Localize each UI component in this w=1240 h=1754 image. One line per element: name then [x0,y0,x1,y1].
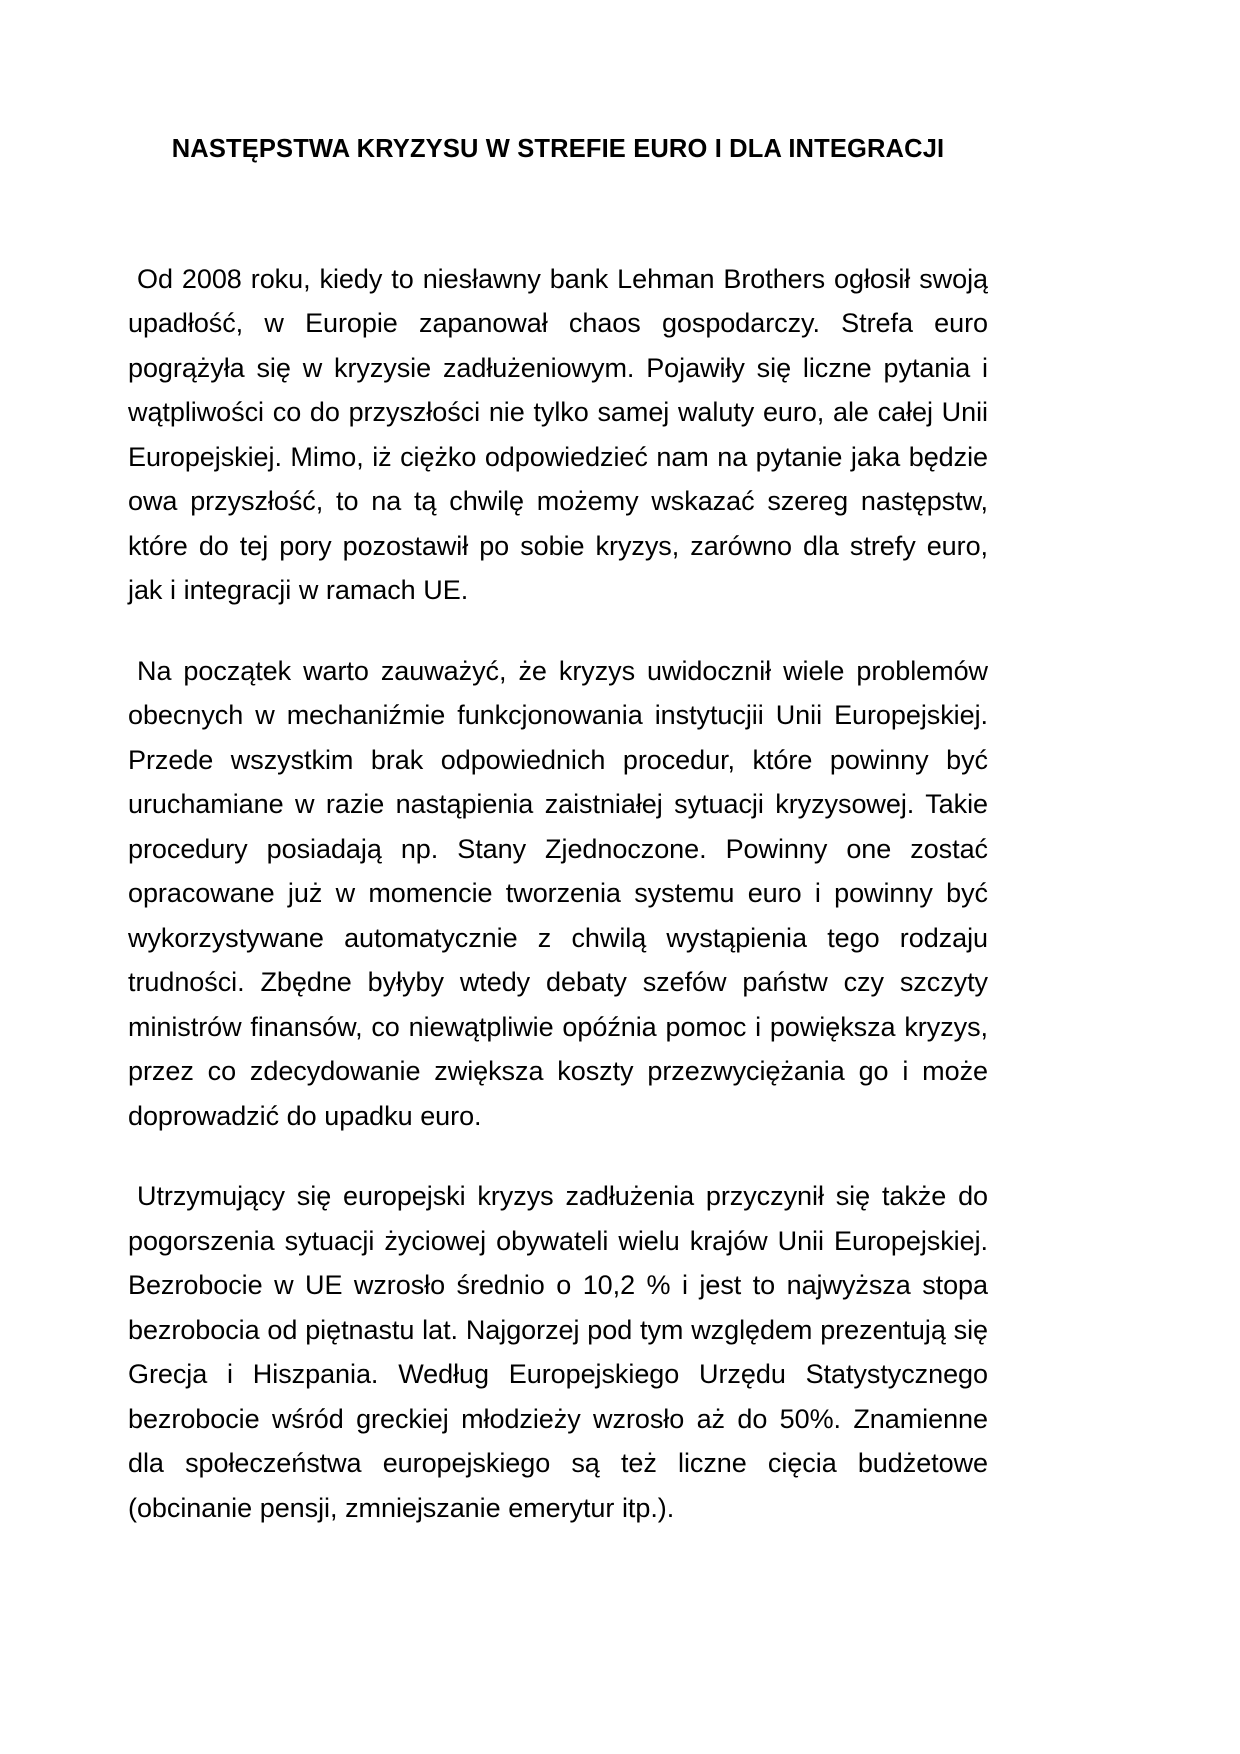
paragraph-1-text: Od 2008 roku, kiedy to niesławny bank Lehman Brothers ogłosił swoją upadłość, w Europie zapanował chaos gospodarczy. Strefa euro pogrążyła się w kryzysie zadłużeniowym. Pojawiły się liczne pytania i wątpliwości co do przyszłości nie tylko samej waluty euro, ale całej Unii Europejskiej. Mimo, iż ciężko odpowiedzieć nam na pytanie jaka będzie owa przyszłość, to na tą chwilę możemy wskazać szereg następstw, które do tej pory pozostawił po sobie kryzys, zarówno dla strefy euro, jak i integracji w ramach UE. [128,263,988,606]
paragraph-1 [128,257,988,613]
document-content [128,0,988,1530]
paragraph-2-text: Na początek warto zauważyć, że kryzys uwidocznił wiele problemów obecnych w mechaniźmie funkcjonowania instytucjii Unii Europejskiej. Przede wszystkim brak odpowiednich procedur, które powinny być uruchamiane w razie nastąpienia zaistniałej sytuacji kryzysowej. Takie procedury posiadają np. Stany Zjednoczone. Powinny one zostać opracowane już w momencie tworzenia systemu euro i powinny być wykorzystywane automatycznie z chwilą wystąpienia tego rodzaju trudności. Zbędne byłyby wtedy debaty szefów państw czy szczyty ministrów finansów, co niewątpliwie opóźnia pomoc i powiększa kryzys, przez co zdecydowanie zwiększa koszty przezwyciężania go i może doprowadzić do upadku euro. [128,655,988,1131]
page-title: NASTĘPSTWA KRYZYSU W STREFIE EURO I DLA INTEGRACJI [171,135,945,163]
paragraph-3 [128,1174,988,1530]
paragraph-2 [128,649,988,1139]
paragraph-3-text: Utrzymujący się europejski kryzys zadłużenia przyczynił się także do pogorszenia sytuacji życiowej obywateli wielu krajów Unii Europejskiej. Bezrobocie w UE wzrosło średnio o 10,2 % i jest to najwyższa stopa bezrobocia od piętnastu lat. Najgorzej pod tym względem prezentują się Grecja i Hiszpania. Według Europejskiego Urzędu Statystycznego bezrobocie wśród greckiej młodzieży wzrosło aż do 50%. Znamienne dla społeczeństwa europejskiego są też liczne cięcia budżetowe (obcinanie pensji, zmniejszanie emerytur itp.). [128,1181,988,1523]
